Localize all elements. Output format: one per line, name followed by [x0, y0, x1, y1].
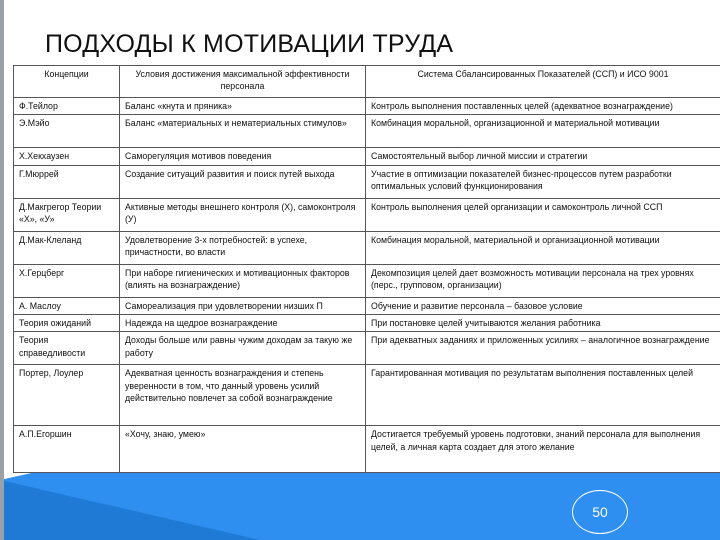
bsc-cell: Декомпозиция целей дает возможность мотивации персонала на трех уровнях (перс., групповом, организации) — [366, 264, 720, 297]
bsc-cell: Обучение и развитие персонала – базовое условие — [366, 297, 720, 314]
concept-cell: Теория справедливости — [14, 332, 120, 365]
condition-cell: Саморегуляция мотивов поведения — [120, 148, 366, 165]
header-bsc-iso: Система Сбалансированных Показателей (ССП) и ИСО 9001 — [366, 66, 720, 98]
table-row — [14, 148, 720, 165]
slide-title: ПОДХОДЫ К МОТИВАЦИИ ТРУДА — [45, 30, 454, 58]
condition-cell: «Хочу, знаю, умею» — [120, 426, 366, 473]
page-number-badge: 50 — [572, 490, 628, 534]
bsc-cell: Самостоятельный выбор личной миссии и стратегии — [366, 148, 720, 165]
concept-cell: Д.Макгрегор Теории «Х», «У» — [14, 198, 120, 231]
table-header-row — [14, 66, 720, 98]
concept-cell: Х.Хекхаузен — [14, 148, 120, 165]
table-row — [14, 98, 720, 115]
condition-cell: Адекватная ценность вознаграждения и степень уверенности в том, что данный уровень усилий действительно повлечет за собой вознаграждение — [120, 365, 366, 426]
condition-cell: Надежда на щедрое вознаграждение — [120, 314, 366, 331]
table-row — [14, 297, 720, 314]
condition-cell: Самореализация при удовлетворении низших П — [120, 297, 366, 314]
condition-cell: Баланс «материальных и нематериальных стимулов» — [120, 115, 366, 148]
bsc-cell: При адекватных заданиях и приложенных усилиях – аналогичное вознаграждение — [366, 332, 720, 365]
bsc-cell: Участие в оптимизации показателей бизнес-процессов путем разработки оптимальных условий функционирования — [366, 165, 720, 198]
concept-cell: Х.Герцберг — [14, 264, 120, 297]
bsc-cell: Гарантированная мотивация по результатам выполнения поставленных целей — [366, 365, 720, 426]
condition-cell: Удовлетворение 3-х потребностей: в успехе, причастности, во власти — [120, 231, 366, 264]
header-concepts: Концепции — [14, 66, 120, 98]
concept-cell: А.П.Егоршин — [14, 426, 120, 473]
table-row — [14, 165, 720, 198]
bsc-cell: Достигается требуемый уровень подготовки, знаний персонала для выполнения целей, а личная карта создает для этого желание — [366, 426, 720, 473]
condition-cell: Доходы больше или равны чужим доходам за такую же работу — [120, 332, 366, 365]
table-row — [14, 332, 720, 365]
condition-cell: При наборе гигиенических и мотивационных факторов (влиять на вознаграждение) — [120, 264, 366, 297]
condition-cell: Баланс «кнута и пряника» — [120, 98, 366, 115]
concept-cell: Д.Мак-Клеланд — [14, 231, 120, 264]
bsc-cell: Контроль выполнения целей организации и самоконтроль личной ССП — [366, 198, 720, 231]
bsc-cell: При постановке целей учитываются желания работника — [366, 314, 720, 331]
motivation-table-container — [13, 65, 720, 473]
condition-cell: Создание ситуаций развития и поиск путей выхода — [120, 165, 366, 198]
table-row — [14, 314, 720, 331]
table-row — [14, 426, 720, 473]
header-conditions: Условия достижения максимальной эффективности персонала — [120, 66, 366, 98]
concept-cell: А. Маслоу — [14, 297, 120, 314]
motivation-table — [13, 65, 720, 473]
table-row — [14, 264, 720, 297]
table-row — [14, 231, 720, 264]
concept-cell: Г.Мюррей — [14, 165, 120, 198]
condition-cell: Активные методы внешнего контроля (Х), самоконтроля (У) — [120, 198, 366, 231]
concept-cell: Теория ожиданий — [14, 314, 120, 331]
bsc-cell: Комбинация моральной, организационной и материальной мотивации — [366, 115, 720, 148]
concept-cell: Портер, Лоулер — [14, 365, 120, 426]
bsc-cell: Контроль выполнения поставленных целей (адекватное вознаграждение) — [366, 98, 720, 115]
slide-left-edge — [0, 0, 4, 540]
table-row — [14, 365, 720, 426]
concept-cell: Э.Мэйо — [14, 115, 120, 148]
bsc-cell: Комбинация моральной, материальной и организационной мотивации — [366, 231, 720, 264]
concept-cell: Ф.Тейлор — [14, 98, 120, 115]
table-row — [14, 115, 720, 148]
table-row — [14, 198, 720, 231]
